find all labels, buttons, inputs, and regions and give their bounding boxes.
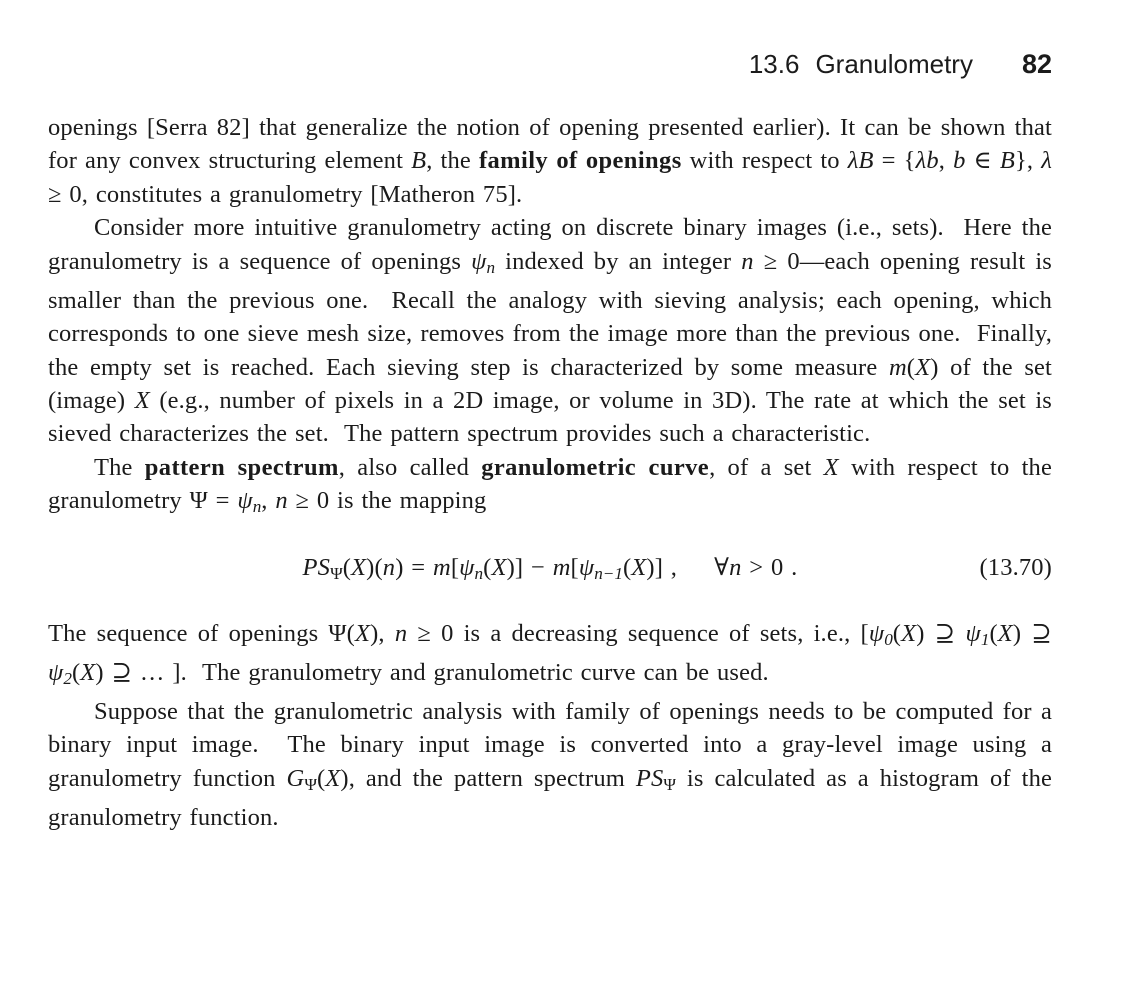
text-run: X [997, 619, 1013, 647]
text-run: n [486, 257, 496, 277]
text-run: λB [847, 147, 874, 175]
text-run: ( [906, 353, 916, 381]
text-run: Ψ [663, 774, 677, 794]
text-run: ), [370, 619, 395, 647]
section-title: Granulometry [815, 49, 973, 79]
text-run: X [631, 554, 647, 582]
text-run: is calculated as a histogram of the granulometry function. [48, 764, 1060, 831]
text-run: ≥ 0—each opening result is smaller than the previous one. Recall the analogy with sieving analysis; each opening, which corresponds to one sieve mesh size, removes from the image more than the previous one. Finally, the empty set is reached. Each sieving step is characterized by some measure [48, 247, 1060, 381]
text-run: 2 [63, 668, 72, 688]
text-run: ( [483, 554, 492, 582]
text-run: granulometric curve [481, 453, 710, 481]
text-run: )] , [646, 554, 678, 582]
text-run: X [351, 554, 367, 582]
text-run: ( [892, 619, 902, 647]
text-run: m [888, 353, 907, 381]
paragraph [48, 451, 1060, 524]
text-run: X [491, 554, 507, 582]
text-run: family of openings [478, 147, 682, 175]
text-run: B [411, 147, 427, 175]
text-run: X [901, 619, 917, 647]
text-body [48, 111, 1060, 834]
text-run: = { [873, 147, 916, 175]
text-run: ) ⊇ [1012, 619, 1060, 647]
text-run: with respect to the granulometry [48, 453, 1060, 515]
text-run: ψ [868, 619, 885, 647]
text-run: ( [71, 658, 81, 686]
section-number: 13.6 [748, 49, 800, 79]
page-number: 82 [1021, 49, 1052, 79]
equation-row [48, 551, 1052, 590]
text-run: n [394, 619, 408, 647]
text-run: , of a set [709, 453, 824, 481]
text-run: ( [989, 619, 998, 647]
paragraph [48, 617, 1060, 695]
text-run: m [552, 554, 571, 582]
text-run: m [433, 554, 451, 582]
text-run: ( [342, 554, 352, 582]
text-run: with respect to [681, 147, 848, 175]
text-run: Consider more intuitive granulometry acting on discrete binary images (i.e., sets). Here the granulometry is a sequence of openings [48, 214, 1060, 275]
text-run: b [953, 147, 966, 175]
text-run: ψ [237, 487, 253, 515]
text-run: The [94, 453, 145, 481]
text-run: ψ [965, 619, 981, 647]
text-run: n [729, 554, 742, 582]
text-run: (e.g., number of pixels in a 2D image, or volume in 3D). The rate at which the set is sieved characterizes the set. The pattern spectrum provides such a characteristic. [48, 387, 1060, 448]
text-run: X [823, 453, 839, 481]
text-run: [ [570, 554, 579, 582]
equation [303, 551, 798, 590]
text-run: indexed by an integer [495, 247, 742, 275]
text-run: ψ [578, 554, 595, 582]
text-run: openings [Serra 82] that generalize the notion of opening presented earlier). It can be shown that for any convex structuring element [48, 114, 1060, 175]
text-run: ≥ 0 is the mapping [287, 487, 487, 515]
text-run: X [325, 764, 341, 792]
text-run: ( [622, 554, 632, 582]
text-run: , also called [338, 453, 482, 481]
text-run: 1 [980, 629, 990, 649]
text-run: n [741, 247, 754, 275]
text-run: )] − [506, 554, 553, 582]
text-run: X [915, 353, 931, 381]
equation-number: (13.70) [979, 554, 1052, 582]
text-run: , [261, 487, 276, 515]
text-run: ψ [459, 554, 475, 582]
text-run: PS [302, 554, 331, 582]
text-run: ψ [48, 658, 64, 686]
text-run: n [474, 564, 484, 584]
text-run: 0 [884, 629, 893, 649]
paragraph [48, 111, 1060, 211]
text-run: PS [635, 764, 664, 792]
text-run: λb [915, 147, 939, 175]
text-run: ∀ [677, 554, 730, 582]
text-run: X [80, 658, 96, 686]
text-run: Suppose that the granulometric analysis with family of openings needs to be computed for a binary input image. The binary input image is converted into a gray-level image using a granulometry function [48, 697, 1060, 792]
text-run: Ψ = [189, 487, 238, 515]
text-run: ∈ [965, 147, 1000, 175]
text-run: ) = [395, 554, 434, 582]
text-run: ) ⊇ … ]. The granulometry and granulometric curve can be used. [95, 658, 769, 686]
text-run: pattern spectrum [144, 453, 339, 481]
paragraph [48, 211, 1060, 451]
text-run: n−1 [594, 564, 623, 584]
text-run: ) ⊇ [916, 619, 966, 647]
text-run: ≥ 0, constitutes a granulometry [Matheron 75]. [48, 147, 1060, 208]
text-run: Ψ( [328, 619, 355, 647]
text-run: > 0 . [741, 554, 798, 582]
text-run: }, [1015, 147, 1042, 175]
paragraph [48, 695, 1060, 834]
text-run: λ [1041, 147, 1053, 175]
text-run: G [286, 764, 305, 792]
text-run: , [938, 147, 954, 175]
text-run: )( [366, 554, 383, 582]
text-run: , the [426, 147, 479, 175]
text-run: n [252, 497, 262, 516]
text-run: ), and the pattern spectrum [340, 764, 636, 792]
text-run: Ψ [304, 774, 317, 794]
text-run: X [134, 387, 150, 415]
text-run: ≥ 0 is a decreasing sequence of sets, i.e., [ [407, 619, 869, 647]
text-run: Ψ [330, 564, 343, 584]
text-run: n [275, 487, 288, 515]
text-run: B [999, 147, 1016, 175]
text-run: ( [316, 764, 326, 792]
text-run: The sequence of openings [48, 619, 329, 647]
text-run: n [382, 554, 396, 582]
text-run: [ [450, 554, 460, 582]
running-header [48, 50, 1052, 78]
text-run: ψ [471, 247, 487, 275]
text-run: X [354, 619, 371, 647]
text-run: ) of the set (image) [48, 353, 1060, 415]
